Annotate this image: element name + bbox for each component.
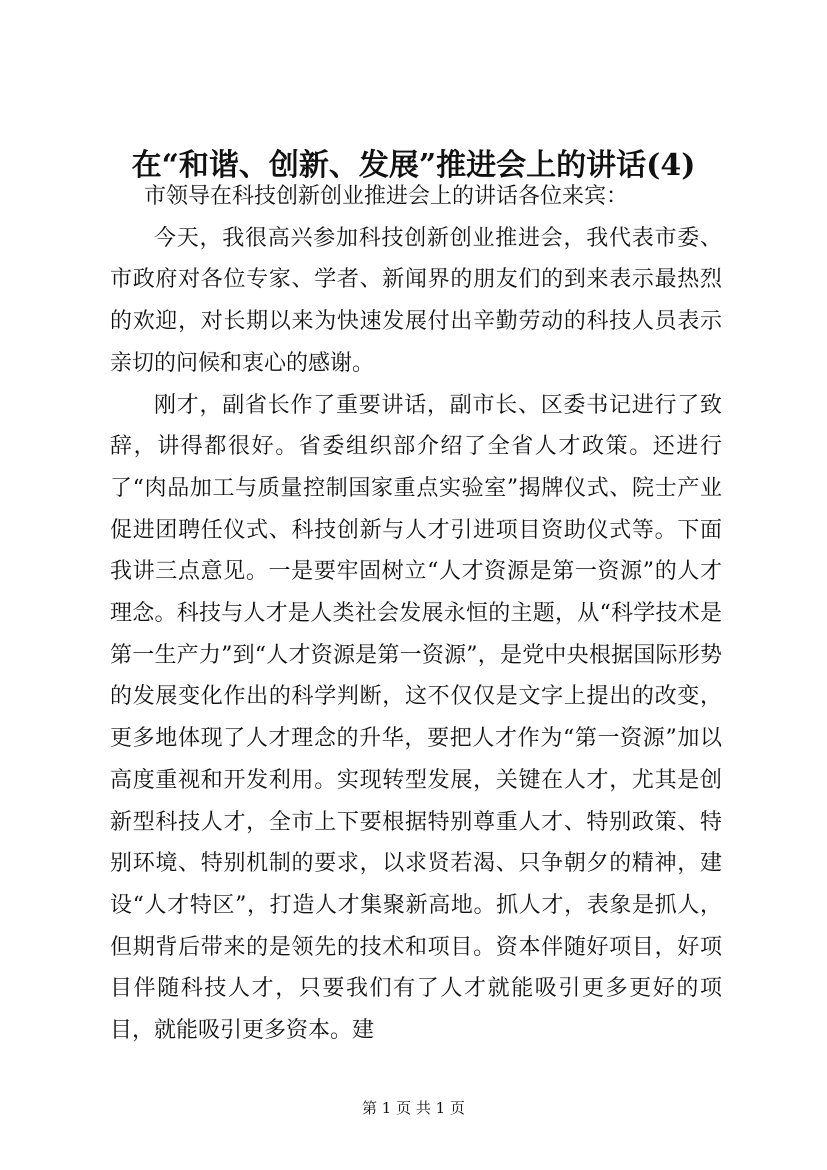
paragraph-greeting: 市领导在科技创新创业推进会上的讲话各位来宾： — [144, 184, 629, 209]
document-title: 在“和谐、创新、发展”推进会上的讲话(4) — [131, 148, 696, 183]
document-body — [110, 176, 722, 1052]
paragraph-welcome: 今天，我很高兴参加科技创新创业推进会，我代表市委、市政府对各位专家、学者、新闻界的朋友们的到来表示最热烈的欢迎，对长期以来为快速发展付出辛勤劳动的科技人员表示亲切的问候和衷心的感谢。 — [110, 225, 722, 376]
paragraph-main: 刚才，副省长作了重要讲话，副市长、区委书记进行了致辞，讲得都很好。省委组织部介绍了全省人才政策。还进行了“肉品加工与质量控制国家重点实验室”揭牌仪式、院士产业促进团聘任仪式、科技创新与人才引进项目资助仪式等。下面我讲三点意见。一是要牢固树立“人才资源是第一资源”的人才理念。科技与人才是人类社会发展永恒的主题，从“科学技术是第一生产力”到“人才资源是第一资源”，是党中央根据国际形势的发展变化作出的科学判断，这不仅仅是文字上提出的改变，更多地体现了人才理念的升华，要把人才作为“第一资源”加以高度重视和开发利用。实现转型发展，关键在人才，尤其是创新型科技人才，全市上下要根据特别尊重人才、特别政策、特别环境、特别机制的要求，以求贤若渴、只争朝夕的精神，建设“人才特区”，打造人才集聚新高地。抓人才，表象是抓人，但期背后带来的是领先的技术和项目。资本伴随好项目，好项目伴随科技人才，只要我们有了人才就能吸引更多更好的项目，就能吸引更多资本。建 — [110, 392, 722, 1044]
page-footer: 第 1 页 共 1 页 — [362, 1099, 465, 1117]
